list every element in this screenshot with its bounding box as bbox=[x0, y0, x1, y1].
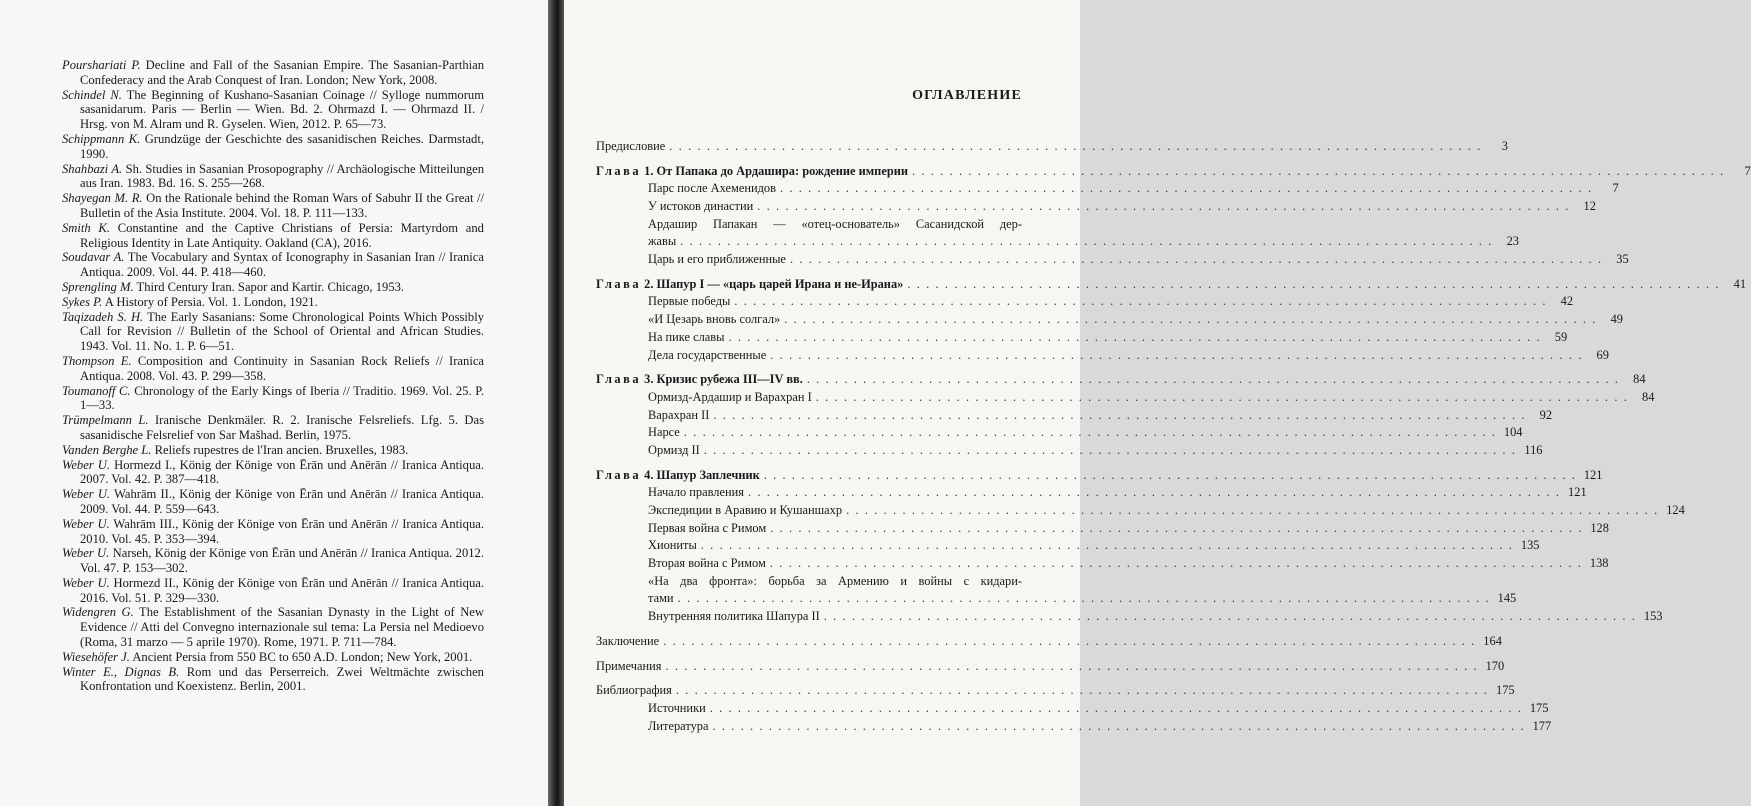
bibliography-entry bbox=[62, 487, 484, 517]
chapter-title: 2. Шапур I — «царь царей Ирана и не-Ирана» bbox=[641, 276, 904, 291]
bibliography-entry bbox=[62, 280, 484, 295]
toc-row bbox=[596, 484, 1587, 502]
toc-page-number: 135 bbox=[1520, 538, 1540, 553]
entry-author: Shahbazi A. bbox=[62, 161, 123, 176]
entry-author: Pourshariati P. bbox=[62, 58, 141, 72]
bibliography-entry bbox=[62, 191, 484, 221]
toc-label: Варахран II bbox=[648, 407, 710, 422]
toc-row bbox=[596, 424, 1523, 442]
toc-label: Экспедиции в Аравию и Кушаншахр bbox=[648, 503, 843, 518]
toc-row bbox=[596, 555, 1609, 573]
toc-page-number: 175 bbox=[1496, 683, 1515, 698]
toc-label: Библиография bbox=[596, 683, 672, 698]
chapter-prefix: Глава bbox=[596, 372, 642, 387]
entry-author: Weber U. bbox=[62, 457, 111, 472]
toc-row bbox=[596, 682, 1515, 700]
toc-label: Ормизд-Ардашир и Варахран I bbox=[648, 389, 812, 404]
bibliography-entry bbox=[62, 605, 484, 649]
entry-author: Shayegan M. R. bbox=[62, 191, 143, 206]
toc-label: Хиониты bbox=[648, 538, 697, 553]
toc-page-number: 121 bbox=[1568, 485, 1587, 500]
toc-label: Внутренняя политика Шапура II bbox=[648, 609, 820, 624]
entry-author: Weber U. bbox=[62, 575, 110, 590]
left-page bbox=[0, 0, 548, 806]
entry-author: Thompson E. bbox=[62, 353, 132, 368]
toc-leader-dots bbox=[678, 590, 1491, 608]
chapter-prefix: Глава bbox=[596, 467, 642, 482]
toc-row bbox=[596, 294, 1574, 312]
toc-leader-dots bbox=[757, 198, 1570, 216]
toc-label: Литература bbox=[648, 718, 709, 733]
entry-text: Chronology of the Early Kings of Iberia // Traditio. 1969. Vol. 25. P. 1—33. bbox=[80, 383, 484, 413]
bibliography-entry bbox=[62, 443, 484, 458]
entry-author: Sprengling M. bbox=[62, 279, 134, 294]
toc-leader-dots bbox=[701, 537, 1514, 555]
chapter-title: 4. Шапур Заплечник bbox=[641, 467, 760, 482]
toc-page-number: 12 bbox=[1583, 199, 1596, 214]
entry-text: The Beginning of Kushano-Sasanian Coinage // Sylloge nummorum sasanidarum. Paris — Berlin — Wien. Bd. 2. Ohrmazd I. — Ohrmazd II. / Hrsg. von M. Alram und R. Gyselen. Wien, 2012. P. 65—73. bbox=[80, 87, 484, 132]
toc-page-number: 35 bbox=[1616, 252, 1629, 267]
toc-leader-dots bbox=[790, 251, 1603, 269]
toc-leader-dots bbox=[816, 389, 1629, 407]
toc-row bbox=[596, 233, 1519, 251]
toc-row bbox=[596, 502, 1685, 520]
toc-leader-dots bbox=[780, 180, 1593, 198]
toc-leader-dots bbox=[704, 442, 1517, 460]
chapter-prefix: Глава bbox=[596, 276, 642, 291]
toc-label bbox=[596, 371, 803, 389]
toc-page-number: 164 bbox=[1483, 633, 1502, 648]
toc-page-number: 121 bbox=[1583, 467, 1603, 482]
bibliography-entry bbox=[62, 132, 484, 162]
entry-text: The Establishment of the Sasanian Dynasty in the Light of New Evidence // Atti del Convegno internazionale sul tema: La Persia nel Medioevo (Roma, 31 marzo — 5 aprile 1970). Rome, 1971. P. 711—784. bbox=[80, 605, 484, 650]
toc-leader-dots bbox=[728, 329, 1541, 347]
toc-label: Заключение bbox=[596, 633, 660, 648]
entry-text: Iranische Denkmäler. R. 2. Iranische Felsreliefs. Lfg. 5. Das sasanidische Felsrelief von Sar Mašhad. Berlin, 1975. bbox=[80, 413, 484, 442]
bibliography-entry bbox=[62, 58, 484, 88]
entry-author: Weber U. bbox=[62, 516, 110, 531]
toc-page-number: 84 bbox=[1633, 372, 1646, 387]
toc-page-number: 7 bbox=[1612, 181, 1619, 196]
toc-page-number: 124 bbox=[1666, 503, 1685, 518]
toc-leader-dots bbox=[824, 608, 1637, 626]
toc-row bbox=[596, 180, 1619, 198]
toc-leader-dots bbox=[676, 682, 1489, 700]
toc-label: Источники bbox=[648, 700, 706, 715]
entry-text: Composition and Continuity in Sasanian Rock Reliefs // Iranica Antiqua. 2008. Vol. 43. P. 299—358. bbox=[80, 353, 484, 383]
toc-leader-dots bbox=[770, 347, 1583, 365]
toc-leader-dots bbox=[680, 233, 1493, 251]
toc-label: Дела государственные bbox=[648, 347, 767, 362]
toc-label: «И Цезарь вновь солгал» bbox=[648, 312, 781, 327]
toc-label bbox=[596, 467, 760, 485]
right-page bbox=[564, 0, 1751, 806]
bibliography-entry bbox=[62, 295, 484, 310]
entry-text: Hormezd I., König der Könige von Ērān und Anērān // Iranica Antiqua. 2007. Vol. 42. P. 387—418. bbox=[80, 457, 484, 487]
toc-label bbox=[596, 163, 908, 181]
toc-label bbox=[596, 276, 903, 294]
toc-chapter-row bbox=[596, 163, 1751, 181]
entry-author: Weber U. bbox=[62, 487, 111, 502]
toc-row bbox=[596, 329, 1568, 347]
toc-label: Вторая война с Римом bbox=[648, 556, 766, 571]
toc-row bbox=[596, 718, 1552, 736]
toc-page-number: 49 bbox=[1610, 312, 1623, 327]
entry-author: Taqizadeh S. H. bbox=[62, 309, 144, 324]
entry-author: Widengren G. bbox=[62, 605, 134, 620]
toc-chapter-row bbox=[596, 467, 1603, 485]
toc-page-number: 7 bbox=[1744, 163, 1751, 178]
toc-page-number: 23 bbox=[1506, 234, 1519, 249]
toc-row bbox=[596, 138, 1508, 156]
entry-author: Smith K. bbox=[62, 220, 110, 235]
book-gutter bbox=[548, 0, 564, 806]
bibliography-entry bbox=[62, 517, 484, 547]
entry-text: Ancient Persia from 550 BC to 650 A.D. London; New York, 2001. bbox=[129, 649, 473, 664]
entry-text: Third Century Iran. Sapor and Kartir. Chicago, 1953. bbox=[133, 279, 405, 294]
toc-leader-dots bbox=[666, 658, 1479, 676]
toc-row bbox=[596, 700, 1549, 718]
toc-page-number: 3 bbox=[1501, 138, 1508, 153]
toc-row bbox=[596, 407, 1553, 425]
bibliography-entry bbox=[62, 250, 484, 280]
toc-page-number: 170 bbox=[1485, 658, 1505, 673]
toc-leader-dots bbox=[907, 276, 1720, 294]
entry-author: Toumanoff C. bbox=[62, 383, 131, 398]
toc-label: Первые победы bbox=[648, 294, 731, 309]
entry-text: Wahrām III., König der Könige von Ērān und Anērān // Iranica Antiqua. 2010. Vol. 45. P. 353—394. bbox=[80, 516, 484, 546]
bibliography-entry bbox=[62, 576, 484, 606]
entry-text: The Vocabulary and Syntax of Iconography in Sasanian Iran // Iranica Antiqua. 2009. Vol. 44. P. 418—460. bbox=[80, 250, 484, 280]
toc-page-number: 92 bbox=[1539, 407, 1553, 422]
toc-row bbox=[596, 537, 1540, 555]
toc-row bbox=[596, 442, 1543, 460]
toc-label: Ардашир Папакан — «отец-основатель» Сасанидской дер- bbox=[648, 216, 1022, 231]
toc-row bbox=[596, 573, 1022, 591]
toc-row bbox=[596, 591, 1517, 609]
bibliography-list bbox=[62, 58, 484, 694]
entry-text: Decline and Fall of the Sasanian Empire. The Sasanian-Parthian Confederacy and the Arab Conquest of Iran. London; New York, 2008. bbox=[80, 58, 484, 87]
toc-page-number: 59 bbox=[1554, 329, 1568, 344]
entry-text: On the Rationale behind the Roman Wars of Sabuhr II the Great // Bulletin of the Asia Institute. 2004. Vol. 18. P. 111—133. bbox=[80, 191, 484, 220]
toc-page-number: 69 bbox=[1596, 347, 1609, 362]
toc-leader-dots bbox=[770, 555, 1583, 573]
toc-row bbox=[596, 311, 1623, 329]
entry-text: Constantine and the Captive Christians of Persia: Martyrdom and Religious Identity in Late Antiquity. Oakland (CA), 2016. bbox=[80, 220, 484, 250]
toc-page-number: 128 bbox=[1590, 520, 1609, 535]
toc-row bbox=[596, 216, 1022, 234]
toc-page-number: 116 bbox=[1524, 442, 1543, 457]
bibliography-entry bbox=[62, 413, 484, 443]
toc-leader-dots bbox=[713, 407, 1526, 425]
entry-text: The Early Sasanians: Some Chronological Points Which Possibly Call for Revision // Bulletin of the School of Oriental and African Studies. 1943. Vol. 11. No. 1. P. 6—51. bbox=[80, 309, 485, 354]
toc-page-number: 42 bbox=[1560, 294, 1574, 309]
toc-row bbox=[596, 633, 1502, 651]
table-of-contents bbox=[596, 138, 1751, 735]
toc-row bbox=[596, 251, 1629, 269]
toc-leader-dots bbox=[663, 633, 1476, 651]
bibliography-entry bbox=[62, 310, 484, 354]
toc-row bbox=[596, 520, 1609, 538]
entry-text: Hormezd II., König der Könige von Ērān und Anērān // Iranica Antiqua. 2016. Vol. 51. P. 329—330. bbox=[80, 575, 484, 605]
chapter-title: 1. От Папака до Ардашира: рождение империи bbox=[641, 163, 908, 178]
toc-label: Начало правления bbox=[648, 485, 744, 500]
entry-author: Trümpelmann L. bbox=[62, 413, 149, 428]
toc-leader-dots bbox=[748, 484, 1561, 502]
entry-text: Reliefs rupestres de l'Iran ancien. Bruxelles, 1983. bbox=[151, 442, 409, 457]
entry-author: Schindel N. bbox=[62, 87, 122, 102]
toc-leader-dots bbox=[710, 700, 1523, 718]
toc-label: «На два фронта»: борьба за Армению и войны с кидари- bbox=[648, 573, 1022, 588]
toc-label: Предисловие bbox=[596, 138, 666, 153]
bibliography-entry bbox=[62, 88, 484, 132]
toc-label: Царь и его приближенные bbox=[648, 252, 786, 267]
toc-label: На пике славы bbox=[648, 329, 725, 344]
toc-leader-dots bbox=[846, 502, 1659, 520]
entry-text: Wahrām II., König der Könige von Ērān und Anērān // Iranica Antiqua. 2009. Vol. 44. P. 559—643. bbox=[80, 487, 484, 516]
toc-leader-dots bbox=[684, 424, 1497, 442]
toc-page-number: 41 bbox=[1733, 276, 1747, 291]
bibliography-entry bbox=[62, 384, 484, 414]
toc-row bbox=[596, 389, 1655, 407]
toc-chapter-row bbox=[596, 371, 1646, 389]
toc-row bbox=[596, 658, 1505, 676]
entry-text: A History of Persia. Vol. 1. London, 1921. bbox=[102, 294, 318, 309]
entry-text: Grundzüge der Geschichte des sasanidischen Reiches. Darmstadt, 1990. bbox=[80, 131, 484, 161]
toc-leader-dots bbox=[764, 467, 1577, 485]
toc-row bbox=[596, 198, 1596, 216]
bibliography-entry bbox=[62, 650, 484, 665]
toc-page-number: 175 bbox=[1529, 700, 1549, 715]
entry-text: Rom und das Perserreich. Zwei Weltmächte zwischen Konfrontation und Koexistenz. Berlin, 2001. bbox=[80, 664, 484, 694]
toc-label: жавы bbox=[648, 234, 677, 249]
entry-author: Sykes P. bbox=[62, 294, 103, 309]
toc-chapter-row bbox=[596, 276, 1747, 294]
toc-page-number: 84 bbox=[1642, 389, 1655, 404]
bibliography-entry bbox=[62, 665, 484, 695]
toc-leader-dots bbox=[912, 163, 1725, 181]
toc-label: тами bbox=[648, 591, 674, 606]
entry-author: Wiesehöfer J. bbox=[62, 649, 130, 664]
toc-label: Первая война с Римом bbox=[648, 520, 767, 535]
toc-label: Парс после Ахеменидов bbox=[648, 181, 776, 196]
toc-leader-dots bbox=[669, 138, 1482, 156]
toc-leader-dots bbox=[712, 718, 1525, 736]
toc-row bbox=[596, 608, 1663, 626]
toc-row bbox=[596, 347, 1609, 365]
toc-page-number: 145 bbox=[1497, 591, 1517, 606]
toc-page-number: 153 bbox=[1643, 609, 1663, 624]
toc-page-number: 138 bbox=[1589, 556, 1609, 571]
toc-page-number: 104 bbox=[1503, 425, 1523, 440]
entry-author: Schippmann K. bbox=[62, 131, 141, 146]
entry-author: Winter E., Dignas B. bbox=[62, 664, 180, 679]
toc-leader-dots bbox=[734, 293, 1547, 311]
toc-leader-dots bbox=[807, 371, 1620, 389]
chapter-title: 3. Кризис рубежа III—IV вв. bbox=[641, 372, 803, 387]
bibliography-entry bbox=[62, 354, 484, 384]
entry-author: Vanden Berghe L. bbox=[62, 442, 152, 457]
bibliography-entry bbox=[62, 162, 484, 192]
toc-page-number: 177 bbox=[1532, 718, 1552, 733]
toc-leader-dots bbox=[770, 520, 1583, 538]
bibliography-entry bbox=[62, 221, 484, 251]
toc-label: Примечания bbox=[596, 658, 662, 673]
chapter-prefix: Глава bbox=[596, 163, 642, 178]
bibliography-entry bbox=[62, 458, 484, 488]
bibliography-entry bbox=[62, 546, 484, 576]
entry-text: Sh. Studies in Sasanian Prosopography // Archäologische Mitteilungen aus Iran. 1983. Bd. 16. S. 255—268. bbox=[80, 161, 484, 191]
toc-leader-dots bbox=[784, 311, 1597, 329]
toc-label: У истоков династии bbox=[648, 199, 754, 214]
toc-title: ОГЛАВЛЕНИЕ bbox=[912, 88, 1022, 103]
entry-author: Weber U. bbox=[62, 546, 110, 561]
toc-label: Нарсе bbox=[648, 425, 680, 440]
toc-label: Ормизд II bbox=[648, 442, 700, 457]
entry-author: Soudavar A. bbox=[62, 250, 125, 265]
entry-text: Narseh, König der Könige von Ērān und Anērān // Iranica Antiqua. 2012. Vol. 47. P. 153—302. bbox=[80, 546, 485, 576]
